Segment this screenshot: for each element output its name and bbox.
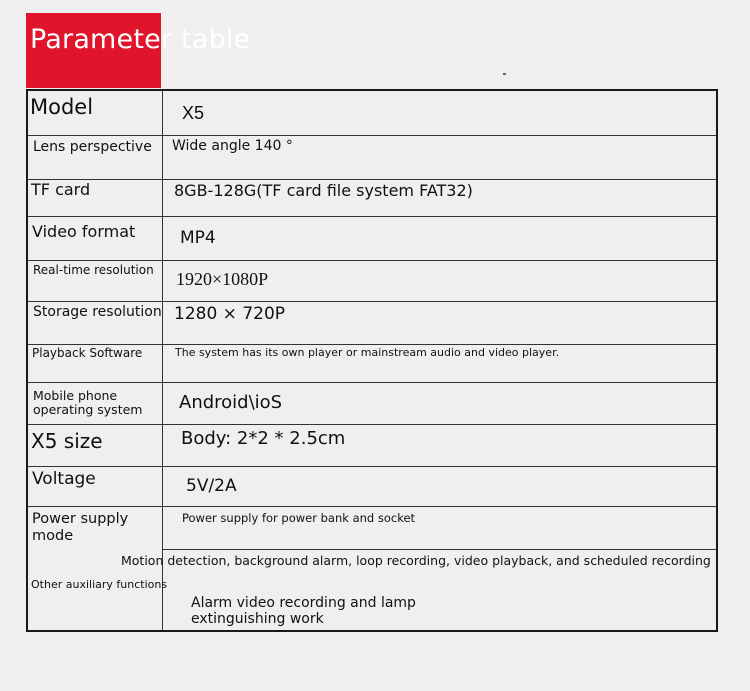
row-value-voltage: 5V/2A [186,476,237,496]
row-divider [28,216,716,217]
row-label-power-supply: Power supply mode [32,511,129,544]
row-divider [28,135,716,136]
row-value-auxiliary-line1: Motion detection, background alarm, loop recording, video playback, and scheduled recording [121,553,711,568]
row-value-auxiliary-line2: Alarm video recording and lamp extinguishing work [191,595,416,628]
row-label-storage-resolution: Storage resolution [33,304,162,320]
row-label-auxiliary: Other auxiliary functions [31,578,168,591]
row-label-voltage: Voltage [32,469,96,489]
row-divider [28,179,716,180]
row-divider [28,424,716,425]
row-divider [162,549,716,550]
row-value-realtime-resolution: 1920×1080P [176,269,269,289]
page-title: Parameter table [30,24,251,55]
row-value-playback-software: The system has its own player or mainstream audio and video player. [175,346,560,359]
row-divider [28,382,716,383]
row-value-power-supply: Power supply for power bank and socket [182,511,416,525]
row-label-mobile-os: Mobile phone operating system [33,388,143,418]
row-label-playback-software: Playback Software [32,346,143,360]
row-value-lens: Wide angle 140 ° [172,138,293,154]
row-divider [28,466,716,467]
row-label-realtime-resolution: Real-time resolution [33,263,154,277]
row-value-model: X5 [182,103,205,123]
row-value-x5-size: Body: 2*2 * 2.5cm [181,428,346,449]
row-label-video-format: Video format [32,222,136,241]
row-label-lens: Lens perspective [33,139,152,155]
row-value-storage-resolution: 1280 × 720P [174,304,286,324]
decorative-dot [503,73,506,75]
row-label-tf-card: TF card [31,180,91,199]
row-divider [28,301,716,302]
row-divider [28,344,716,345]
row-value-video-format: MP4 [180,228,216,248]
row-divider [28,506,716,507]
parameter-table [26,89,718,632]
row-label-x5-size: X5 size [31,429,103,453]
row-label-model: Model [30,95,94,119]
row-value-mobile-os: Android\ioS [179,392,283,413]
row-divider [28,260,716,261]
row-value-tf-card: 8GB-128G(TF card file system FAT32) [174,181,473,200]
